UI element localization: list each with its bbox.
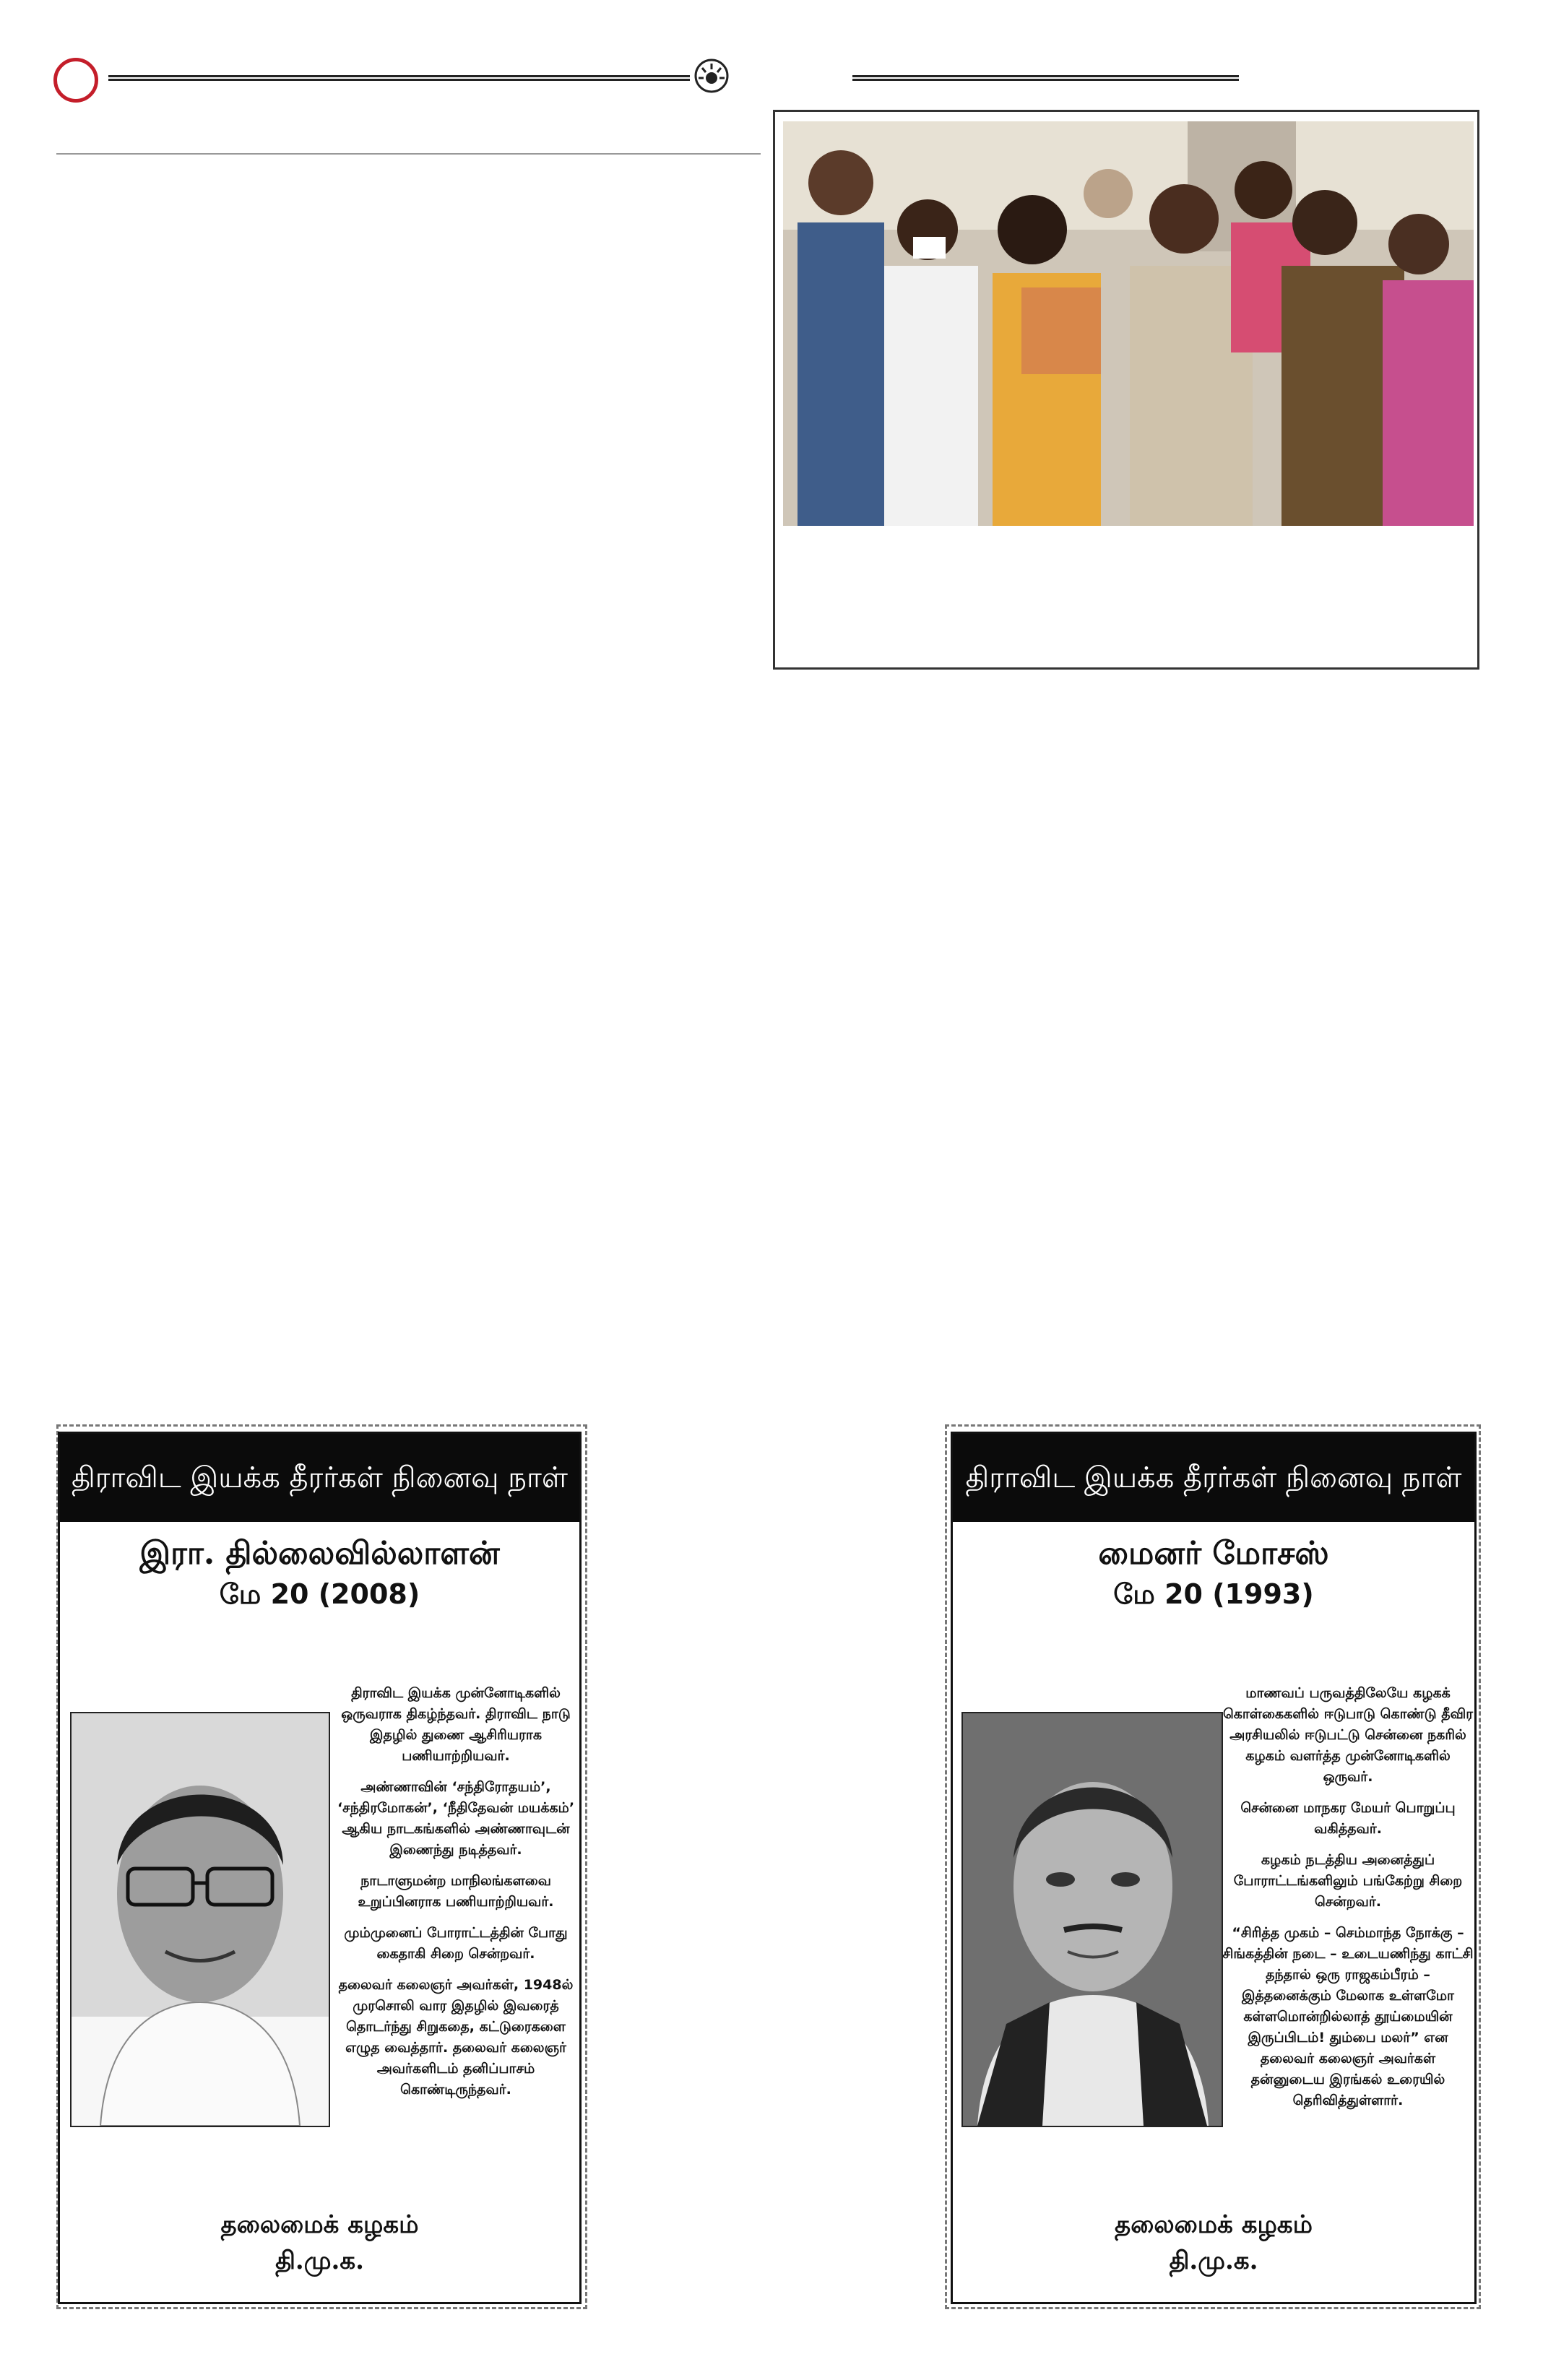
notice-left-signature — [60, 2207, 579, 2279]
bio-paragraph: திராவிட இயக்க முன்னோடிகளில் ஒருவராக திகழ்ந்தவர். திராவிட நாடு இதழில் துணை ஆசிரியராக பணியாற்றியவர். — [341, 1685, 571, 1764]
bio-paragraph: நாடாளுமன்ற மாநிலங்களவை உறுப்பினராக பணியாற்றியவர். — [358, 1873, 554, 1910]
notice-left-name: இரா. தில்லைவில்லாளன் — [139, 1535, 500, 1572]
signature-line-1: தலைமைக் கழகம் — [1115, 2210, 1313, 2239]
notice-left-date: மே 20 (2008) — [219, 1578, 420, 1610]
notice-left-bio — [333, 1683, 579, 2111]
column-rule — [56, 153, 761, 155]
bio-paragraph: தலைவர் கலைஞர் அவர்கள், 1948ல் முரசொலி வார இதழில் இவரைத் தொடர்ந்து சிறுகதை, கட்டுரைகளை எழுத வைத்தார். தலைவர் கலைஞர் அவர்களிடம் தனிப்பாசம் கொண்டிருந்தவர். — [338, 1977, 574, 2098]
notice-right-banner: திராவிட இயக்க தீரர்கள் நினைவு நாள் — [953, 1434, 1474, 1522]
news-photo — [783, 121, 1474, 526]
notice-right — [951, 1432, 1477, 2304]
header-rule-left — [108, 75, 690, 81]
notice-right-date: மே 20 (1993) — [1113, 1578, 1314, 1610]
bio-paragraph: “சிரித்த முகம் – செம்மாந்த நோக்கு – சிங்கத்தின் நடை – உடையணிந்து காட்சி தந்தால் ஒரு ராஜகம்பீரம் – இத்தனைக்கும் மேலாக உள்ளமோ கள்ளமொன்றில்லாத் தூய்மையின் இருப்பிடம்! தும்பை மலர்” என தலைவர் கலைஞர் அவர்கள் தன்னுடைய இரங்கல் உரையில் தெரிவித்துள்ளார். — [1222, 1925, 1474, 2108]
bio-paragraph: அண்ணாவின் ‘சந்திரோதயம்’, ‘சந்திரமோகன்’, ‘நீதிதேவன் மயக்கம்’ ஆகிய நாடகங்களில் அண்ணாவுடன் இணைந்து நடித்தவர். — [337, 1779, 575, 1858]
bio-paragraph: மும்முனைப் போராட்டத்தின் போது கைதாகி சிறை சென்றவர். — [344, 1925, 568, 1962]
bio-paragraph: கழகம் நடத்திய அனைத்துப் போராட்டங்களிலும் பங்கேற்று சிறை சென்றவர். — [1233, 1852, 1463, 1910]
notice-right-name: மைனர் மோசஸ் — [1098, 1535, 1329, 1572]
signature-line-1: தலைமைக் கழகம் — [220, 2210, 419, 2239]
bio-paragraph: மாணவப் பருவத்திலேயே கழகக் கொள்கைகளில் ஈடுபாடு கொண்டு தீவிர அரசியலில் ஈடுபட்டு சென்னை நகரில் கழகம் வளர்த்த முன்னோடிகளில் ஒருவர். — [1222, 1685, 1474, 1785]
portrait-left-image — [72, 1713, 329, 2126]
header-rule-right — [852, 75, 1239, 81]
bio-paragraph: சென்னை மாநகர மேயர் பொறுப்பு வகித்தவர். — [1240, 1800, 1456, 1837]
rising-sun-emblem-icon — [693, 58, 730, 94]
notice-right-signature — [953, 2207, 1474, 2279]
notice-right-bio — [1222, 1683, 1474, 2121]
notice-right-portrait — [961, 1712, 1223, 2127]
signature-line-2: தி.மு.க. — [1169, 2246, 1258, 2275]
notice-left-portrait — [70, 1712, 330, 2127]
notice-left — [58, 1432, 582, 2304]
portrait-right-image — [963, 1713, 1222, 2126]
page-number-circle — [53, 58, 98, 103]
notice-left-banner: திராவிட இயக்க தீரர்கள் நினைவு நாள் — [60, 1434, 579, 1522]
signature-line-2: தி.மு.க. — [275, 2246, 364, 2275]
